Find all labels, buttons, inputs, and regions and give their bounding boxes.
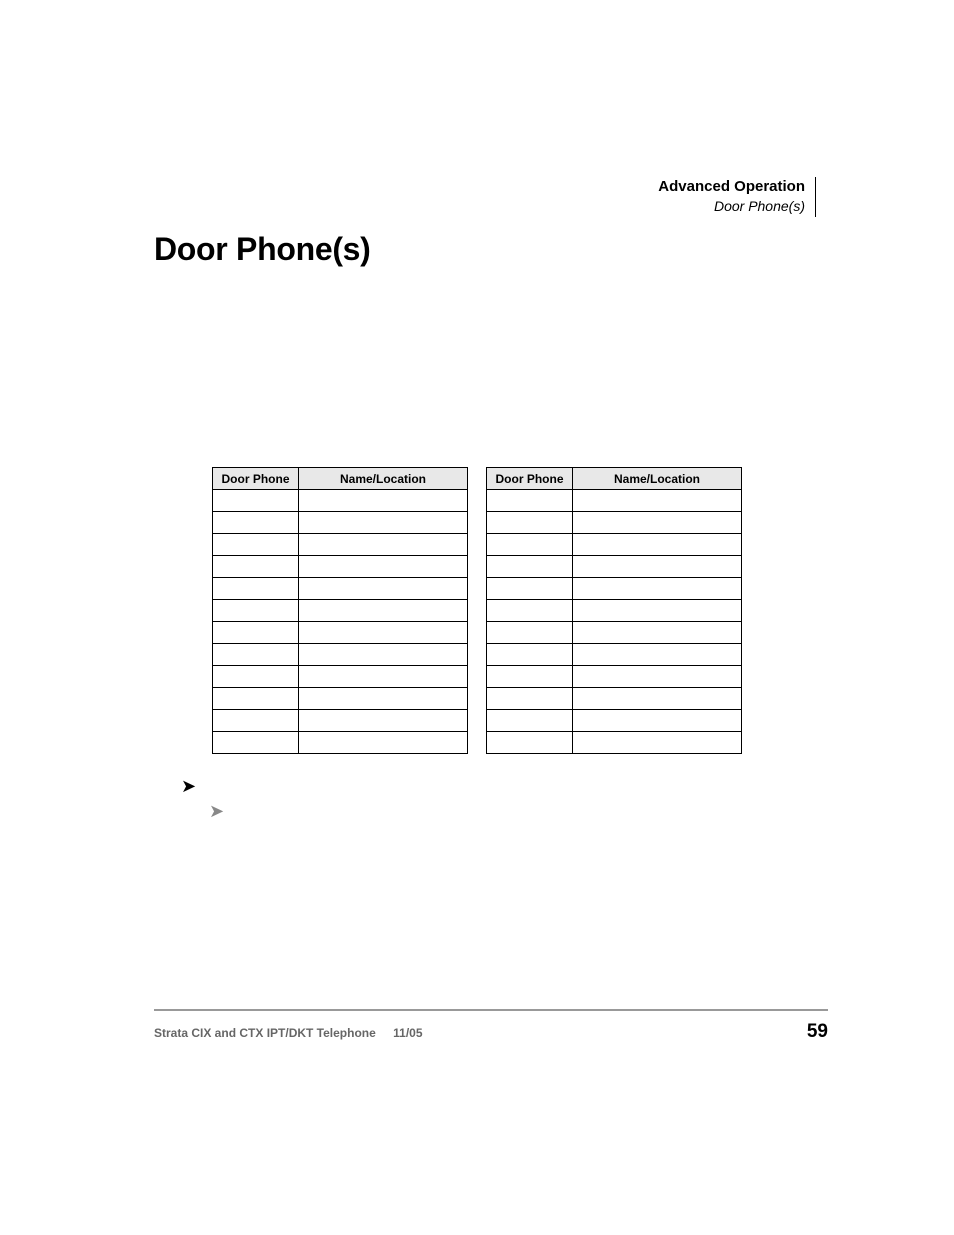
- door-phone-cell: [487, 534, 573, 556]
- table-row: [213, 688, 468, 710]
- door-phone-cell: [213, 578, 299, 600]
- door-phone-cell: [213, 534, 299, 556]
- door-phone-cell: [213, 556, 299, 578]
- name-location-cell: [299, 556, 468, 578]
- table-row: [487, 578, 742, 600]
- footer-title: Strata CIX and CTX IPT/DKT Telephone: [154, 1026, 376, 1040]
- name-location-cell: [573, 732, 742, 754]
- table-row: [213, 732, 468, 754]
- table-body: [487, 490, 742, 754]
- name-location-cell: [299, 622, 468, 644]
- door-phone-cell: [213, 688, 299, 710]
- door-phone-cell: [487, 688, 573, 710]
- name-location-cell: [299, 732, 468, 754]
- name-location-cell: [573, 666, 742, 688]
- footer-text: [154, 1026, 423, 1040]
- door-phone-cell: [487, 622, 573, 644]
- table-row: [487, 644, 742, 666]
- door-phone-cell: [487, 600, 573, 622]
- table-row: [213, 622, 468, 644]
- name-location-cell: [299, 688, 468, 710]
- table-row: [213, 512, 468, 534]
- table-row: [487, 732, 742, 754]
- door-phone-table-left: [212, 467, 468, 754]
- name-location-cell: [573, 688, 742, 710]
- table-row: [487, 710, 742, 732]
- table-row: [213, 578, 468, 600]
- footer-date: 11/05: [393, 1026, 423, 1040]
- name-location-cell: [299, 666, 468, 688]
- name-location-cell: [299, 534, 468, 556]
- door-phone-cell: [487, 556, 573, 578]
- name-location-cell: [299, 644, 468, 666]
- door-phone-cell: [487, 490, 573, 512]
- door-phone-cell: [213, 490, 299, 512]
- table-header-row: [487, 468, 742, 490]
- table-row: [487, 512, 742, 534]
- table-row: [213, 710, 468, 732]
- name-location-cell: [573, 622, 742, 644]
- name-location-cell: [299, 600, 468, 622]
- door-phone-cell: [487, 732, 573, 754]
- name-location-cell: [573, 534, 742, 556]
- door-phone-cell: [213, 512, 299, 534]
- column-header-name-location: Name/Location: [573, 468, 742, 490]
- door-phone-cell: [213, 644, 299, 666]
- table-row: [213, 666, 468, 688]
- table-row: [487, 534, 742, 556]
- table-row: [213, 534, 468, 556]
- name-location-cell: [573, 644, 742, 666]
- door-phone-cell: [213, 732, 299, 754]
- running-head-section: Advanced Operation: [658, 178, 805, 195]
- running-head-topic: Door Phone(s): [713, 198, 805, 214]
- page-number: 59: [806, 1021, 828, 1042]
- door-phone-cell: [487, 578, 573, 600]
- name-location-cell: [299, 490, 468, 512]
- name-location-cell: [573, 600, 742, 622]
- page-title: Door Phone(s): [154, 231, 371, 267]
- footer-divider: [154, 1009, 828, 1011]
- door-phone-cell: [213, 622, 299, 644]
- name-location-cell: [573, 710, 742, 732]
- column-header-door-phone: Door Phone: [213, 468, 299, 490]
- table-header-row: [213, 468, 468, 490]
- table-row: [213, 556, 468, 578]
- name-location-cell: [573, 578, 742, 600]
- name-location-cell: [573, 512, 742, 534]
- column-header-name-location: Name/Location: [299, 468, 468, 490]
- table-row: [213, 490, 468, 512]
- door-phone-cell: [213, 710, 299, 732]
- arrow-right-icon: ➤: [181, 776, 197, 796]
- name-location-cell: [573, 556, 742, 578]
- table-row: [213, 644, 468, 666]
- arrow-right-icon: ➤: [209, 801, 225, 821]
- table-row: [487, 688, 742, 710]
- door-phone-cell: [213, 666, 299, 688]
- table-row: [487, 666, 742, 688]
- table-row: [487, 556, 742, 578]
- door-phone-cell: [213, 600, 299, 622]
- name-location-cell: [299, 578, 468, 600]
- table-row: [213, 600, 468, 622]
- column-header-door-phone: Door Phone: [487, 468, 573, 490]
- door-phone-cell: [487, 710, 573, 732]
- door-phone-cell: [487, 512, 573, 534]
- table-row: [487, 622, 742, 644]
- door-phone-table-right: [486, 467, 742, 754]
- table-row: [487, 600, 742, 622]
- name-location-cell: [573, 490, 742, 512]
- door-phone-cell: [487, 644, 573, 666]
- running-head: [658, 177, 816, 217]
- table-body: [213, 490, 468, 754]
- table-row: [487, 490, 742, 512]
- door-phone-cell: [487, 666, 573, 688]
- name-location-cell: [299, 512, 468, 534]
- name-location-cell: [299, 710, 468, 732]
